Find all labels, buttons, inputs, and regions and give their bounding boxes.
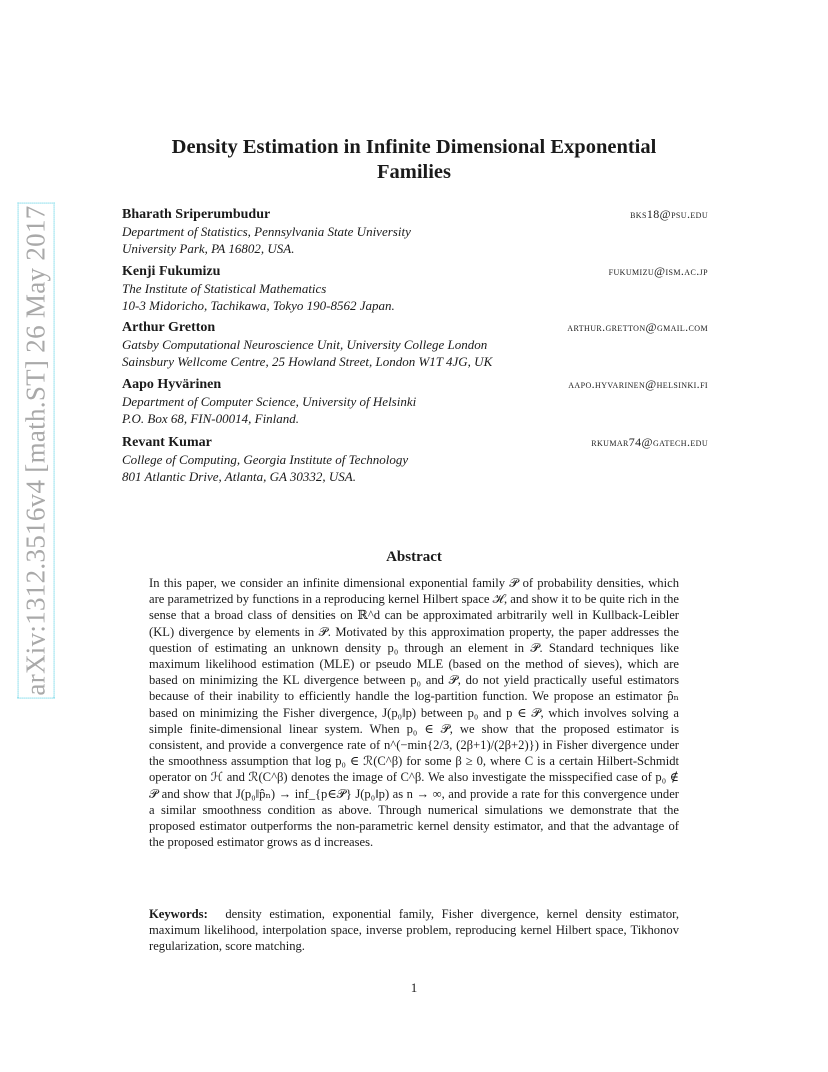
author-name: Arthur Gretton	[122, 320, 216, 335]
author-block-4	[122, 376, 708, 427]
author-address: 801 Atlantic Drive, Atlanta, GA 30332, USA.	[122, 469, 356, 484]
author-affiliation: Gatsby Computational Neuroscience Unit, University College London	[122, 337, 488, 352]
author-address: Sainsbury Wellcome Centre, 25 Howland Street, London W1T 4JG, UK	[122, 354, 493, 369]
author-email[interactable]: fukumizu@ism.ac.jp	[608, 264, 708, 278]
author-address: P.O. Box 68, FIN-00014, Finland.	[122, 411, 300, 426]
page-number: 1	[410, 980, 418, 995]
author-affiliation: Department of Statistics, Pennsylvania State University	[122, 224, 411, 239]
arxiv-stamp-text: arXiv:1312.3516v4 [math.ST] 26 May 2017	[20, 204, 51, 696]
author-email[interactable]: bks18@psu.edu	[630, 207, 708, 221]
author-address: University Park, PA 16802, USA.	[122, 241, 295, 256]
author-email[interactable]: arthur.gretton@gmail.com	[567, 320, 708, 334]
arxiv-stamp	[18, 204, 54, 696]
abstract-body: In this paper, we consider an infinite dimensional exponential family 𝒫 of probability densities, which are parametrized by functions in a reproducing kernel Hilbert space ℋ, and show it to be quite rich in the sense that a broad class of densities on ℝ^d can be approximated arbitrarily well in Kullback-Leibler (KL) divergence by elements in 𝒫. Motivated by this approximation property, the paper addresses the question of estimating an unknown density p₀ through an element in 𝒫. Standard techniques like maximum likelihood estimation (MLE) or pseudo MLE (based on the method of sieves), which are based on minimizing the KL divergence between p₀ and 𝒫, do not yield practically useful estimators because of their inability to efficiently handle the log-partition function. We propose an estimator p̂ₙ based on minimizing the Fisher divergence, J(p₀‖p) between p₀ and p ∈ 𝒫, which involves solving a simple finite-dimensional linear system. When p₀ ∈ 𝒫, we show that the proposed estimator is consistent, and provide a convergence rate of n^(−min{2/3, (2β+1)/(2β+2)}) in Fisher divergence under the smoothness assumption that log p₀ ∈ ℛ(C^β) for some β ≥ 0, where C is a certain Hilbert-Schmidt operator on ℋ and ℛ(C^β) denotes the image of C^β. We also investigate the misspecified case of p₀ ∉ 𝒫 and show that J(p₀‖p̂ₙ) → inf_{p∈𝒫} J(p₀‖p) as n → ∞, and provide a rate for this convergence under a similar smoothness condition as above. Through numerical simulations we demonstrate that the proposed estimator outperforms the non-parametric kernel density estimator, and that the advantage of the proposed estimator grows as d increases.	[149, 576, 679, 850]
author-name: Bharath Sriperumbudur	[122, 207, 271, 222]
author-affiliation: The Institute of Statistical Mathematics	[122, 281, 327, 296]
author-block-1	[122, 206, 708, 257]
keywords-section	[149, 906, 679, 955]
author-affiliation: College of Computing, Georgia Institute of Technology	[122, 452, 409, 467]
keywords-label: Keywords:	[149, 907, 208, 921]
author-name: Aapo Hyvärinen	[122, 377, 222, 392]
title-line-1: Density Estimation in Infinite Dimensional Exponential	[171, 136, 657, 158]
author-email[interactable]: aapo.hyvarinen@helsinki.fi	[568, 377, 708, 391]
author-name: Kenji Fukumizu	[122, 264, 221, 279]
author-block-5	[122, 434, 708, 485]
author-address: 10-3 Midoricho, Tachikawa, Tokyo 190-8562 Japan.	[122, 298, 395, 313]
author-block-3	[122, 319, 708, 370]
author-email[interactable]: rkumar74@gatech.edu	[591, 435, 708, 449]
abstract-heading: Abstract	[386, 549, 442, 565]
author-name: Revant Kumar	[122, 435, 212, 450]
keywords-text: density estimation, exponential family, Fisher divergence, kernel density estimator, maximum likelihood, interpolation space, inverse problem, reproducing kernel Hilbert space, Tikhonov regularization, score matching.	[149, 907, 679, 954]
paper-title	[120, 135, 708, 185]
author-block-2	[122, 263, 708, 314]
title-line-2: Families	[376, 161, 451, 183]
author-affiliation: Department of Computer Science, University of Helsinki	[122, 394, 417, 409]
